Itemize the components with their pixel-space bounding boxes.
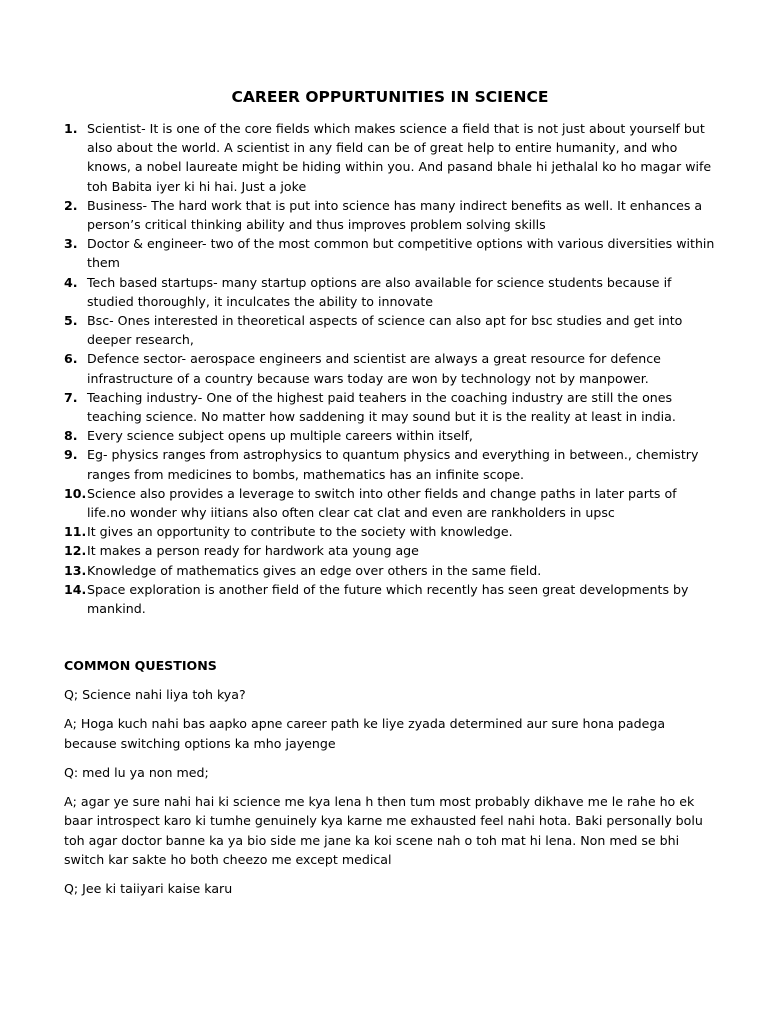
list-item (64, 119, 716, 196)
list-item-text: Space exploration is another field of the future which recently has seen great developments by mankind. (87, 581, 689, 617)
list-number: 12. (64, 543, 87, 559)
list-number: 4. (64, 274, 78, 290)
list-item (64, 234, 716, 272)
list-item (64, 273, 716, 311)
section-heading: COMMON QUESTIONS (64, 658, 217, 674)
list-item (64, 196, 716, 234)
list-item-text: Teaching industry- One of the highest paid teahers in the coaching industry are still the ones teaching science. No matter how saddening it may sound but it is the reality at least in india. (87, 389, 676, 425)
list-number: 1. (64, 121, 78, 136)
list-number: 9. (64, 447, 78, 463)
list-item-text: Knowledge of mathematics gives an edge over others in the same field. (87, 562, 542, 578)
list-number: 6. (64, 351, 78, 367)
list-item (64, 311, 716, 349)
list-item-text: Defence sector- aerospace engineers and scientist are always a great resource for defence infrastructure of a country because wars today are won by technology not by manpower. (87, 351, 661, 386)
list-item-text: Every science subject opens up multiple careers within itself, (87, 428, 473, 444)
list-item-text: Doctor & engineer- two of the most common but competitive options with various diversities within them (87, 236, 715, 271)
list-item-text: It gives an opportunity to contribute to the society with knowledge. (87, 524, 513, 540)
list-item (64, 388, 716, 426)
qa-paragraph: Q: med lu ya non med; (64, 764, 209, 780)
list-item-text: Bsc- Ones interested in theoretical aspects of science can also apt for bsc studies and get into deeper research, (87, 313, 683, 348)
list-item-text: Tech based startups- many startup options are also available for science students because if studied thoroughly, it inculcates the ability to innovate (87, 274, 672, 309)
document-title: CAREER OPPURTUNITIES IN SCIENCE (231, 88, 549, 106)
list-item (64, 349, 716, 387)
qa-paragraph: A; Hoga kuch nahi bas aapko apne career path ke liye zyada determined aur sure hona padega because switching options ka mho jayenge (64, 716, 666, 751)
career-list (64, 119, 716, 618)
list-number: 13. (64, 562, 87, 578)
list-number: 2. (64, 197, 78, 213)
list-item (64, 426, 716, 445)
qa-paragraph: A; agar ye sure nahi hai ki science me kya lena h then tum most probably dikhave me le rahe ho ek baar introspect karo ki tumhe genuinely kya karne me exhausted feel nahi hota. Baki personally bolu toh agar doctor banne ka ya bio side me jane ka koi scene nah o toh mat hi lena. Non med se bhi switch kar sakte ho both cheezo me except medical (64, 794, 703, 867)
list-number: 11. (64, 524, 87, 540)
qa-paragraph: Q; Jee ki taiiyari kaise karu (64, 880, 233, 896)
list-item (64, 522, 716, 541)
list-number: 10. (64, 485, 87, 501)
list-number: 5. (64, 313, 78, 329)
list-item (64, 561, 716, 580)
list-item-text: Eg- physics ranges from astrophysics to quantum physics and everything in between., chemistry ranges from medicines to bombs, mathematics has an infinite scope. (87, 447, 699, 482)
list-item (64, 445, 716, 483)
list-number: 7. (64, 389, 78, 405)
list-number: 8. (64, 428, 78, 444)
list-number: 3. (64, 236, 78, 252)
list-item-text: Scientist- It is one of the core fields which makes science a field that is not just about yourself but also about the world. A scientist in any field can be of great help to entire humanity, and who knows, a nobel laureate might be hiding within you. And pasand bhale hi jethalal ko ho magar wife toh Babita iyer ki hi hai. Just a joke (87, 121, 712, 194)
list-number: 14. (64, 581, 87, 597)
document-page (64, 88, 716, 898)
list-item (64, 541, 716, 560)
qa-paragraph: Q; Science nahi liya toh kya? (64, 687, 246, 703)
list-item (64, 580, 716, 618)
list-item-text: It makes a person ready for hardwork ata young age (87, 543, 419, 559)
list-item (64, 484, 716, 522)
list-item-text: Business- The hard work that is put into science has many indirect benefits as well. It enhances a person’s critical thinking ability and thus improves problem solving skills (87, 197, 703, 233)
list-item-text: Science also provides a leverage to switch into other fields and change paths in later parts of life.no wonder why iitians also often clear cat clat and even are rankholders in upsc (87, 485, 677, 521)
